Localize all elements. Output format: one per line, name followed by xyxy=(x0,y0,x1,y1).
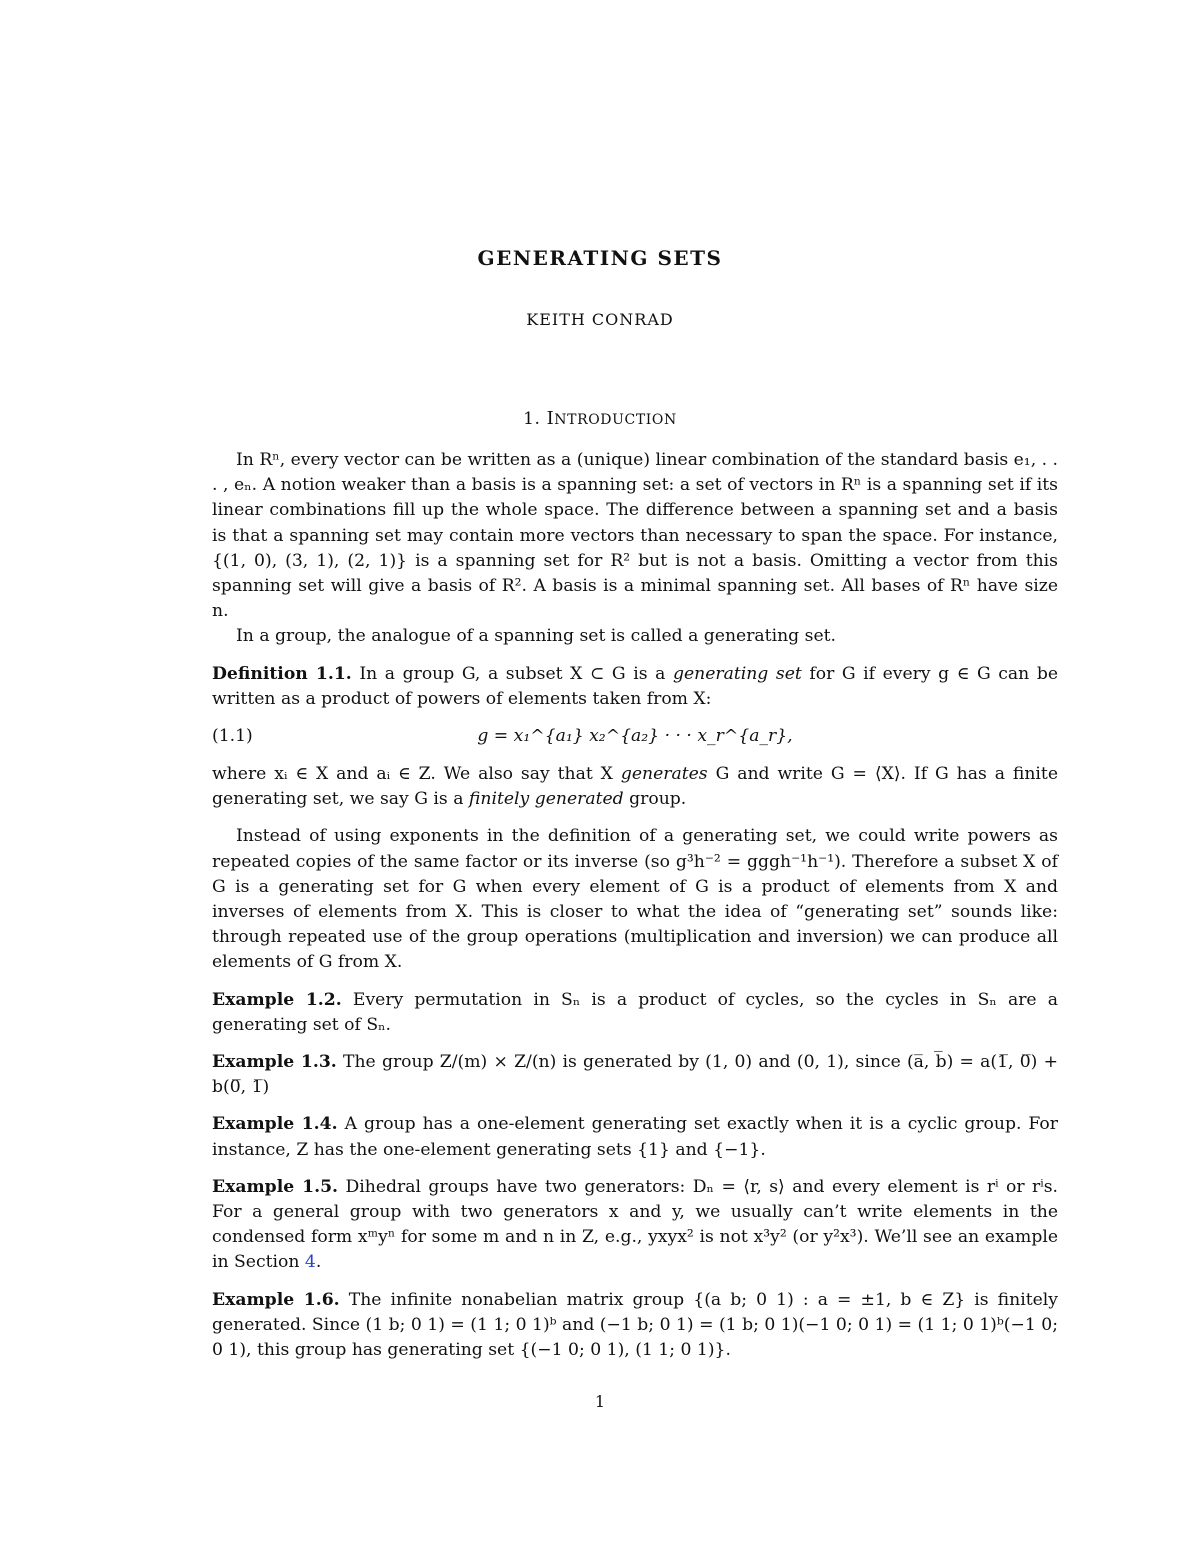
definition-after-b: G and write G = ⟨X⟩. If G has a finite generating set, we say G is a xyxy=(212,764,1058,810)
definition-generates: generates xyxy=(620,764,708,785)
section-heading xyxy=(0,408,1200,429)
page-number: 1 xyxy=(594,1392,606,1411)
definition-after-c: group. xyxy=(629,789,687,810)
example-text: A group has a one-element generating set exactly when it is a cyclic group. For instance, Z has the one-element generating sets {1} and {−1}. xyxy=(212,1114,1058,1160)
definition-term: generating set xyxy=(672,663,802,684)
example-1-6 xyxy=(212,1288,1058,1364)
example-1-5 xyxy=(212,1175,1058,1276)
intro-paragraph-2: In a group, the analogue of a spanning set is called a generating set. xyxy=(236,626,836,647)
example-label: Example 1.4. xyxy=(212,1114,338,1135)
equation-label: (1.1) xyxy=(212,726,253,747)
section-number: 1. xyxy=(523,409,541,429)
intro-paragraph: In Rⁿ, every vector can be written as a (unique) linear combination of the standard basis e₁, . . . , eₙ. A notion weaker than a basis is a spanning set: a set of vectors in Rⁿ is a spanning set if its linear combinations fill up the whole space. The difference between a spanning set and a basis is that a spanning set may contain more vectors than necessary to span the space. For instance, {(1, 0), (3, 1), (2, 1)} is a spanning set for R² but is not a basis. Omitting a vector from this spanning set will give a basis of R². A basis is a minimal spanning set. All bases of Rⁿ have size n. xyxy=(212,450,1059,622)
equation-body: g = x₁^{a₁} x₂^{a₂} · · · x_r^{a_r}, xyxy=(477,726,793,747)
example-1-4 xyxy=(212,1112,1058,1162)
equation-1-1 xyxy=(212,718,1058,758)
definition-continuation xyxy=(212,762,1058,812)
example-text-a: Dihedral groups have two generators: Dₙ = ⟨r, s⟩ and every element is rⁱ or rⁱs. For a general group with two generators x and y, we usually can’t write elements in the condensed form xᵐyⁿ for some m and n in Z, e.g., yxyx² is not x³y² (or y²x³). We’ll see an example in Section xyxy=(212,1176,1058,1273)
paper-author: KEITH CONRAD xyxy=(526,310,674,329)
example-label: Example 1.5. xyxy=(212,1176,339,1197)
example-text: The group Z/(m) × Z/(n) is generated by (1, 0) and (0, 1), since (a̅, b̅) = a(1̅, 0̅) + b(0̅, 1̅) xyxy=(212,1052,1058,1098)
definition-1-1 xyxy=(212,662,1058,712)
example-text-b: . xyxy=(315,1252,322,1273)
section-4-link[interactable]: 4 xyxy=(304,1252,316,1273)
example-label: Example 1.3. xyxy=(212,1052,337,1073)
instead-paragraph: Instead of using exponents in the definition of a generating set, we could write powers as repeated copies of the same factor or its inverse (so g³h⁻² = gggh⁻¹h⁻¹). Therefore a subset X of G is a generating set for G when every element of G is a product of elements from X and inverses of elements from X. This is closer to what the idea of “generating set” sounds like: through repeated use of the group operations (multiplication and inversion) we can produce all elements of G from X. xyxy=(212,826,1058,973)
definition-text-a: In a group G, a subset X ⊂ G is a xyxy=(359,663,666,684)
section-first-letter: I xyxy=(546,408,555,429)
definition-text-b: for G if every g ∈ G can be written as a product of powers of elements taken from X: xyxy=(212,663,1058,709)
section-rest: NTRODUCTION xyxy=(554,412,677,428)
definition-finitely-generated: finitely generated xyxy=(468,789,624,810)
example-label: Example 1.6. xyxy=(212,1289,340,1310)
example-1-2 xyxy=(212,988,1058,1038)
definition-label: Definition 1.1. xyxy=(212,663,352,684)
definition-after-a: where xᵢ ∈ X and aᵢ ∈ Z. We also say that X xyxy=(212,764,613,785)
example-text: Every permutation in Sₙ is a product of cycles, so the cycles in Sₙ are a generating set of Sₙ. xyxy=(212,989,1058,1035)
example-1-3 xyxy=(212,1050,1058,1100)
paper-title: GENERATING SETS xyxy=(477,246,723,270)
example-text: The infinite nonabelian matrix group {(a b; 0 1) : a = ±1, b ∈ Z} is finitely generated. Since (1 b; 0 1) = (1 1; 0 1)ᵇ and (−1 b; 0 1) = (1 b; 0 1)(−1 0; 0 1) = (1 1; 0 1)ᵇ(−1 0; 0 1), this group has generating set {(−1 0; 0 1), (1 1; 0 1)}. xyxy=(212,1289,1058,1361)
example-label: Example 1.2. xyxy=(212,989,342,1010)
body-text xyxy=(212,448,1058,1363)
